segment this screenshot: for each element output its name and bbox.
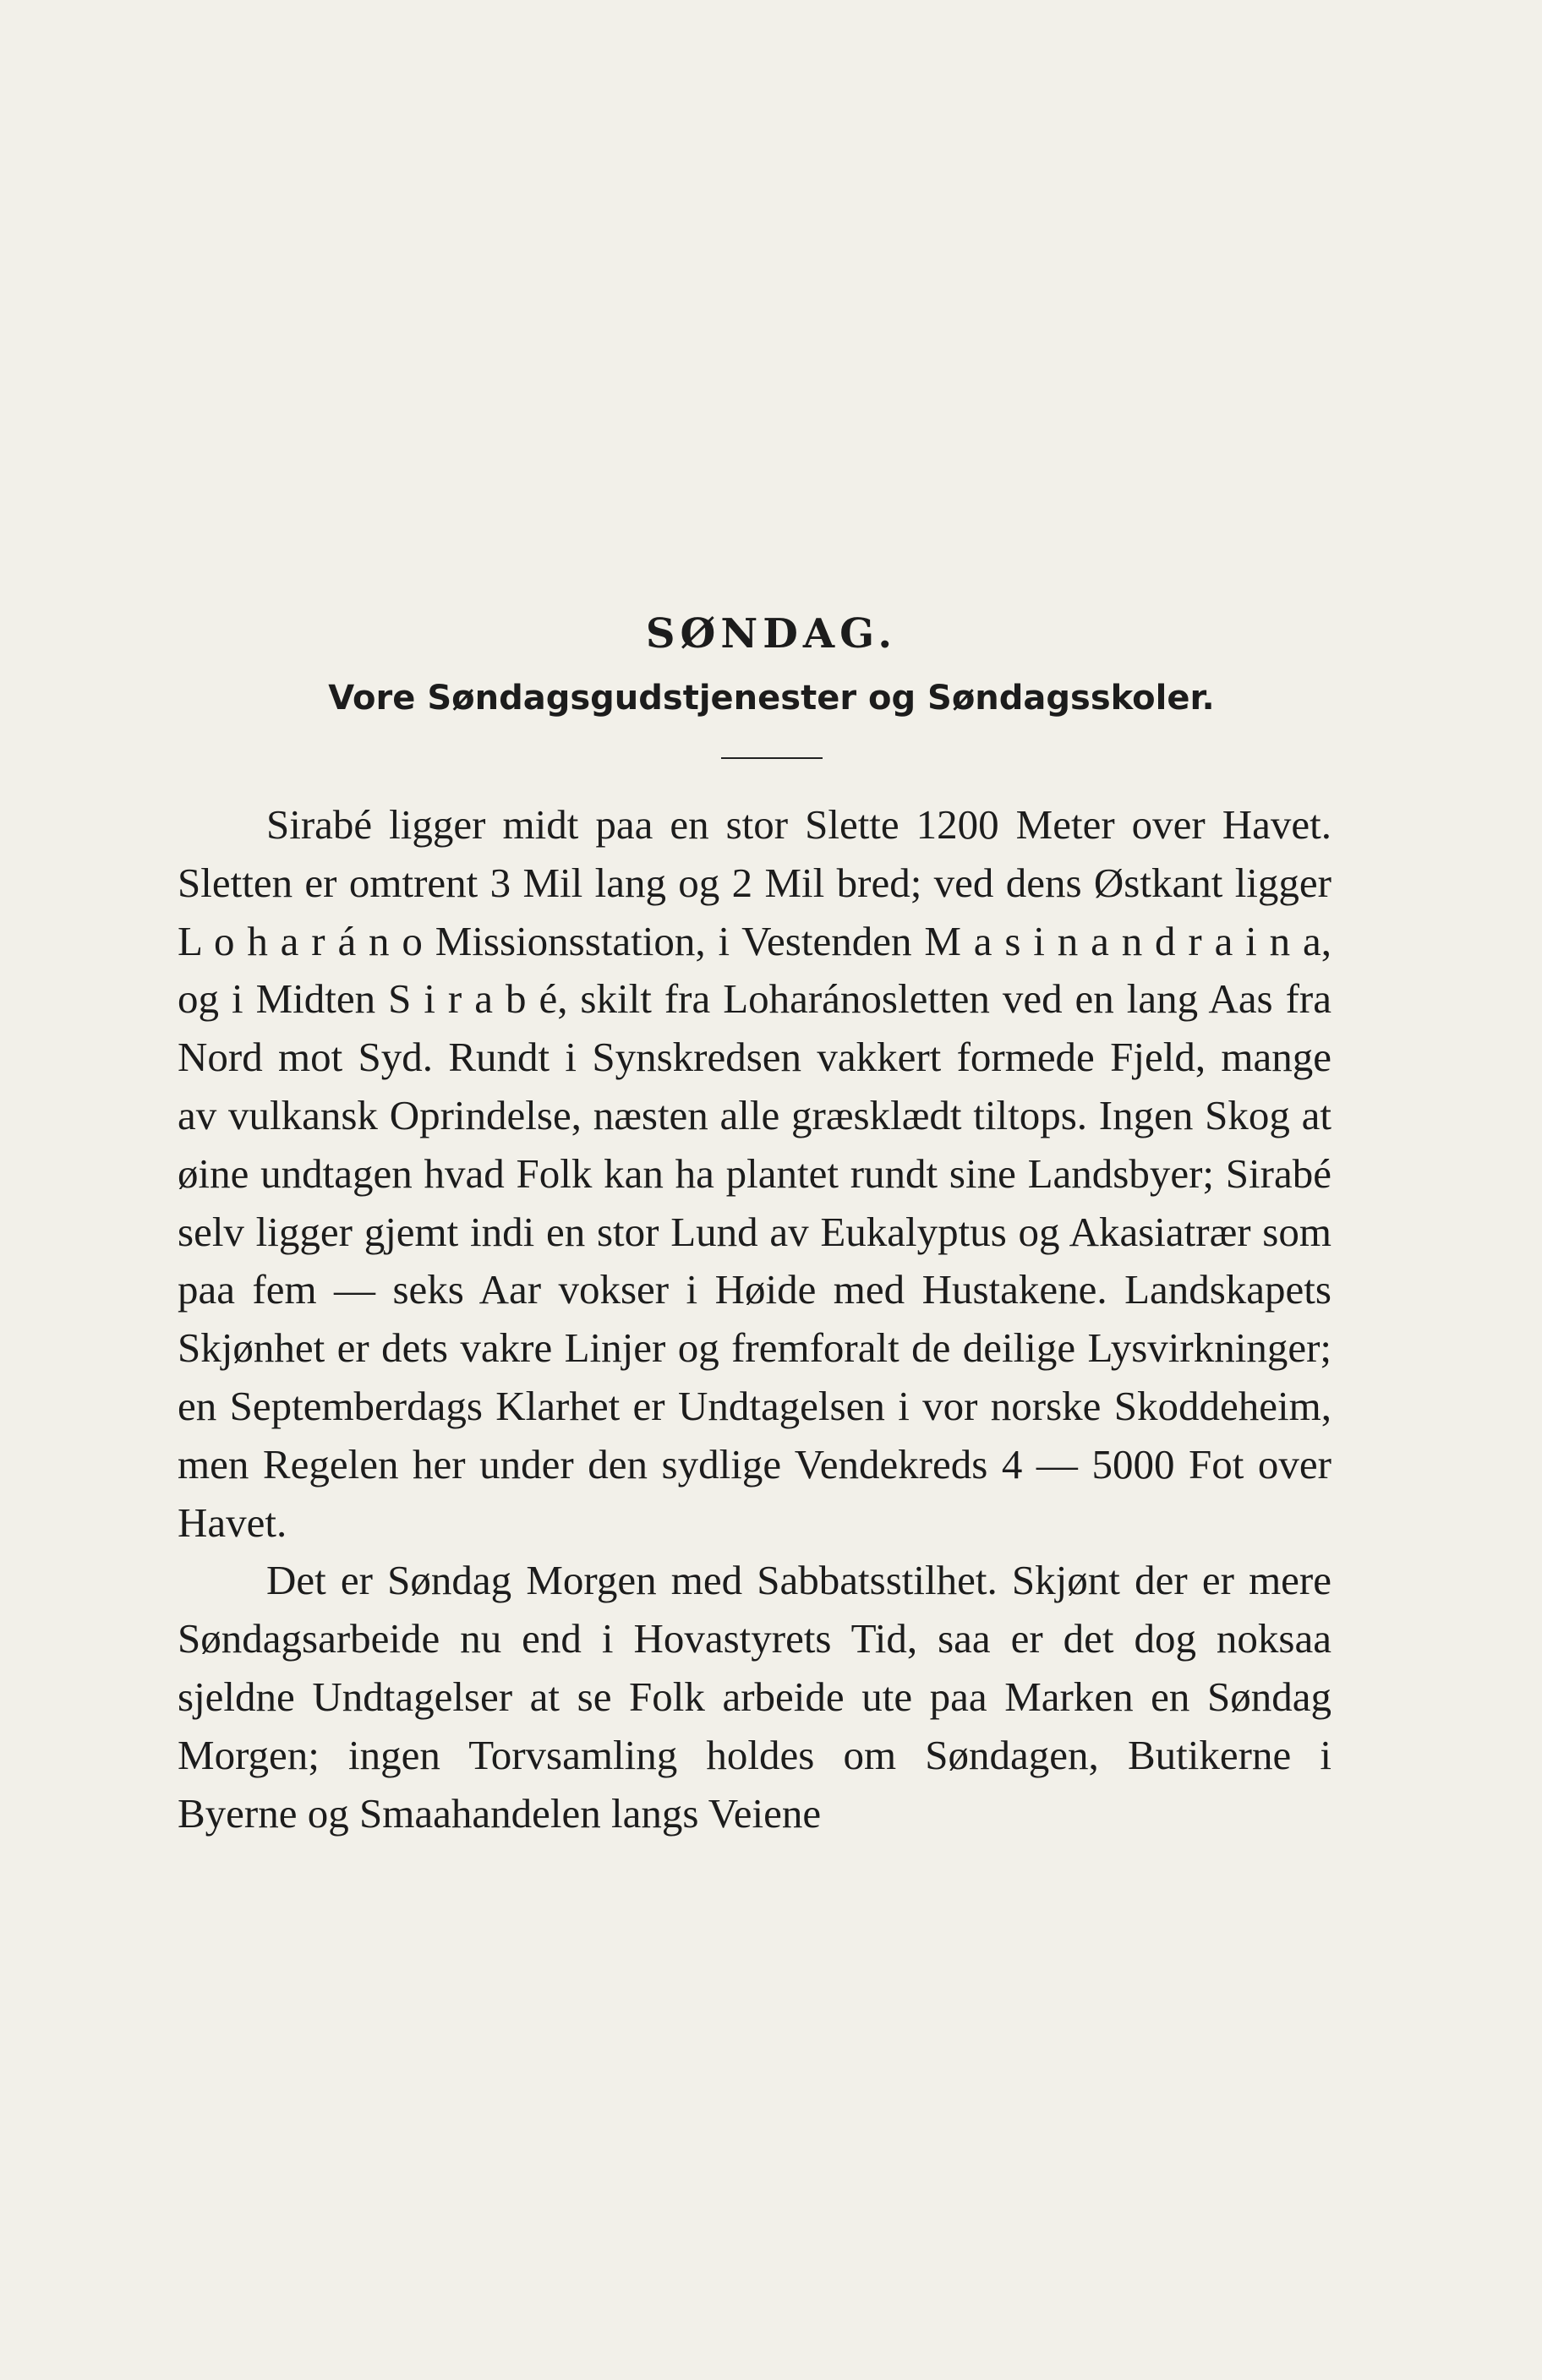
- paragraph-2: Det er Søndag Morgen med Sabbatsstilhet. Skjønt der er mere Søndagsarbeide nu end i Hovastyrets Tid, saa er det dog noksaa sjeldne Undtagelser at se Folk arbeide ute paa Marken en Søndag Morgen; ingen Torvsamling holdes om Søndagen, Butikerne i Byerne og Smaahandelen langs Veiene: [178, 1557, 1331, 1837]
- section-heading: SØNDAG.: [645, 610, 898, 658]
- section-subtitle: Vore Søndagsgudstjenester og Søndagsskoler.: [328, 679, 1215, 718]
- text-block: [178, 609, 1331, 1842]
- divider-rule: [721, 757, 823, 759]
- paragraph-1: Sirabé ligger midt paa en stor Slette 1200 Meter over Havet. Sletten er omtrent 3 Mil lang og 2 Mil bred; ved dens Østkant ligger L o h a r á n o Missionsstation, i Vestenden M a s i n a n d r a i n a, og i Midten S i r a b é, skilt fra Loharánosletten ved en lang Aas fra Nord mot Syd. Rundt i Synskredsen vakkert formede Fjeld, mange av vulkansk Oprindelse, næsten alle græsklædt tiltops. Ingen Skog at øine undtagen hvad Folk kan ha plantet rundt sine Landsbyer; Sirabé selv ligger gjemt indi en stor Lund av Eukalyptus og Akasiatrær som paa fem — seks Aar vokser i Høide med Hustakene. Landskapets Skjønhet er dets vakre Linjer og fremforalt de deilige Lysvirkninger; en Septemberdags Klarhet er Undtagelsen i vor norske Skoddeheim, men Regelen her under den sydlige Vendekreds 4 — 5000 Fot over Havet.: [178, 801, 1331, 1546]
